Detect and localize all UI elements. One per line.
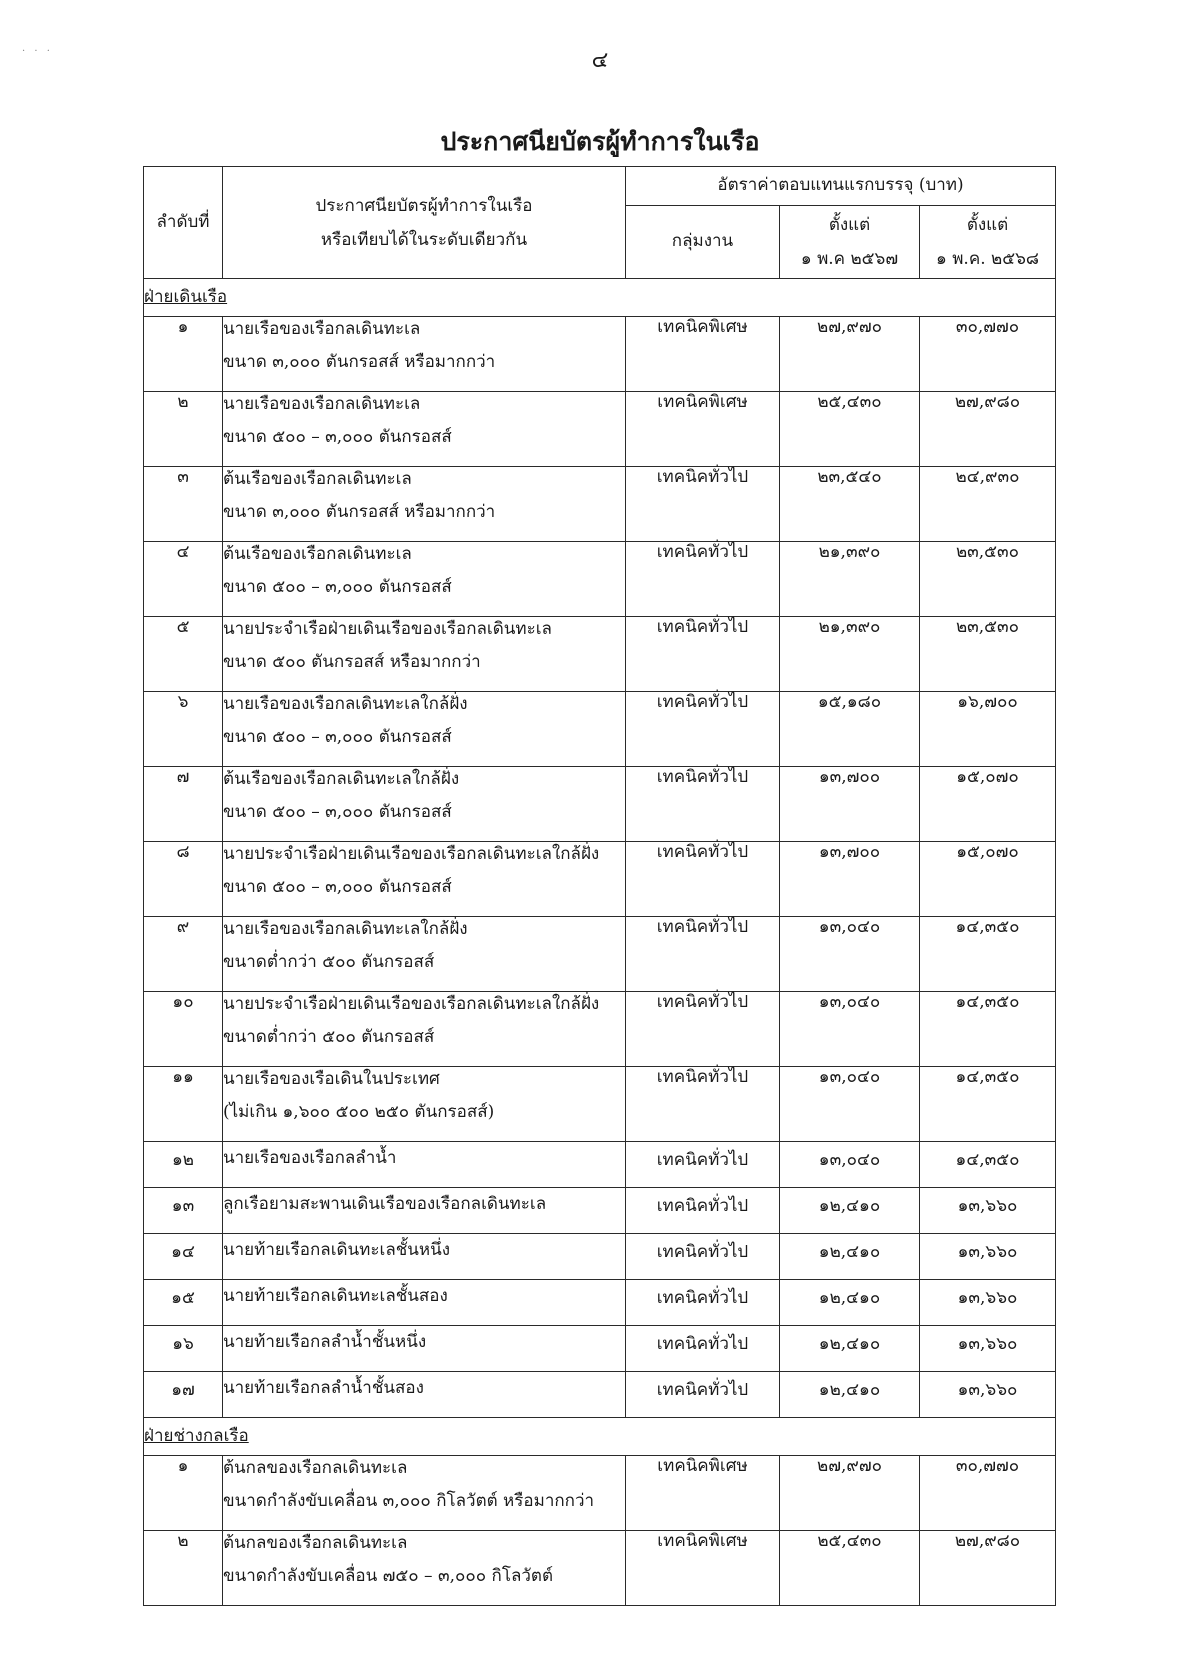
position-line: นายเรือของเรือกลเดินทะเล <box>223 394 421 414</box>
job-group: เทคนิคทั่วไป <box>626 692 780 767</box>
position-cell <box>223 617 626 692</box>
job-group: เทคนิคทั่วไป <box>626 467 780 542</box>
rate-2568: ๑๔,๓๕๐ <box>920 992 1056 1067</box>
position-line: ขนาด ๕๐๐ – ๓,๐๐๐ ตันกรอสส์ <box>223 877 452 897</box>
position-line: ต้นกลของเรือกลเดินทะเล <box>223 1533 408 1553</box>
position-line: ขนาด ๕๐๐ – ๓,๐๐๐ ตันกรอสส์ <box>223 427 452 447</box>
job-group: เทคนิคทั่วไป <box>626 542 780 617</box>
rate-2568: ๒๓,๕๓๐ <box>920 542 1056 617</box>
header-since-2567 <box>780 206 920 279</box>
header-group: กลุ่มงาน <box>626 206 780 279</box>
position-line: ต้นเรือของเรือกลเดินทะเลใกล้ฝั่ง <box>223 769 460 789</box>
job-group: เทคนิคพิเศษ <box>626 317 780 392</box>
position-line: ขนาดต่ำกว่า ๕๐๐ ตันกรอสส์ <box>223 952 435 972</box>
position-cell <box>223 1188 626 1234</box>
rate-2567: ๑๓,๗๐๐ <box>780 842 920 917</box>
rate-2567: ๒๗,๙๗๐ <box>780 317 920 392</box>
rate-2568: ๒๗,๙๘๐ <box>920 1531 1056 1606</box>
row-number: ๑ <box>144 1456 223 1531</box>
position-cell <box>223 842 626 917</box>
position-line: นายท้ายเรือกลลำน้ำชั้นสอง <box>223 1378 424 1398</box>
row-number: ๑๐ <box>144 992 223 1067</box>
certificate-rate-table <box>143 166 1056 1606</box>
table-row <box>144 1456 1056 1531</box>
rate-2567: ๒๓,๕๔๐ <box>780 467 920 542</box>
position-line: ขนาดกำลังขับเคลื่อน ๓,๐๐๐ กิโลวัตต์ หรือมากกว่า <box>223 1491 595 1511</box>
row-number: ๑๓ <box>144 1188 223 1234</box>
section-header <box>144 279 1056 317</box>
position-line: ขนาด ๕๐๐ – ๓,๐๐๐ ตันกรอสส์ <box>223 727 452 747</box>
section-header <box>144 1418 1056 1456</box>
section-title: ฝ่ายช่างกลเรือ <box>144 1418 1056 1456</box>
position-line: ขนาดต่ำกว่า ๕๐๐ ตันกรอสส์ <box>223 1027 435 1047</box>
rate-2567: ๒๗,๙๗๐ <box>780 1456 920 1531</box>
position-line: ต้นกลของเรือกลเดินทะเล <box>223 1458 408 1478</box>
position-line: นายเรือของเรือเดินในประเทศ <box>223 1069 440 1089</box>
rate-2568: ๑๓,๖๖๐ <box>920 1326 1056 1372</box>
rate-2568: ๒๔,๙๓๐ <box>920 467 1056 542</box>
row-number: ๔ <box>144 542 223 617</box>
job-group: เทคนิคทั่วไป <box>626 1372 780 1418</box>
row-number: ๙ <box>144 917 223 992</box>
table-row <box>144 1142 1056 1188</box>
rate-2567: ๒๑,๓๙๐ <box>780 542 920 617</box>
table-row <box>144 1067 1056 1142</box>
header-position-line1: ประกาศนียบัตรผู้ทำการในเรือ <box>315 195 533 216</box>
header-no: ลำดับที่ <box>144 167 223 279</box>
rate-2567: ๑๒,๔๑๐ <box>780 1372 920 1418</box>
row-number: ๒ <box>144 1531 223 1606</box>
rate-2568: ๑๕,๐๗๐ <box>920 842 1056 917</box>
position-cell <box>223 317 626 392</box>
job-group: เทคนิคพิเศษ <box>626 1531 780 1606</box>
position-cell <box>223 992 626 1067</box>
rate-2567: ๑๕,๑๘๐ <box>780 692 920 767</box>
row-number: ๑๔ <box>144 1234 223 1280</box>
position-line: นายท้ายเรือกลเดินทะเลชั้นหนึ่ง <box>223 1240 451 1260</box>
position-line: นายประจำเรือฝ่ายเดินเรือของเรือกลเดินทะเล <box>223 619 552 639</box>
header-rate: อัตราค่าตอบแทนแรกบรรจุ (บาท) <box>626 167 1056 206</box>
table-row <box>144 1234 1056 1280</box>
table-row <box>144 692 1056 767</box>
job-group: เทคนิคทั่วไป <box>626 1280 780 1326</box>
position-line: ขนาดกำลังขับเคลื่อน ๗๕๐ – ๓,๐๐๐ กิโลวัตต์ <box>223 1566 553 1586</box>
rate-2568: ๓๐,๗๗๐ <box>920 317 1056 392</box>
position-line: นายเรือของเรือกลเดินทะเลใกล้ฝั่ง <box>223 919 468 939</box>
row-number: ๘ <box>144 842 223 917</box>
header-since-2568-date: ๑ พ.ค. ๒๕๖๘ <box>936 249 1039 269</box>
header-since-2567-date: ๑ พ.ค ๒๕๖๗ <box>800 249 899 269</box>
header-since-2567-label: ตั้งแต่ <box>828 215 871 235</box>
position-line: ลูกเรือยามสะพานเดินเรือของเรือกลเดินทะเล <box>223 1194 547 1214</box>
row-number: ๑๑ <box>144 1067 223 1142</box>
job-group: เทคนิคทั่วไป <box>626 1067 780 1142</box>
position-line: ขนาด ๕๐๐ – ๓,๐๐๐ ตันกรอสส์ <box>223 577 452 597</box>
rate-2568: ๑๔,๓๕๐ <box>920 1142 1056 1188</box>
position-cell <box>223 1531 626 1606</box>
rate-2567: ๑๓,๐๔๐ <box>780 1142 920 1188</box>
job-group: เทคนิคทั่วไป <box>626 1142 780 1188</box>
rate-2568: ๑๓,๖๖๐ <box>920 1188 1056 1234</box>
job-group: เทคนิคทั่วไป <box>626 917 780 992</box>
job-group: เทคนิคทั่วไป <box>626 1234 780 1280</box>
position-cell <box>223 1280 626 1326</box>
rate-2567: ๒๕,๔๓๐ <box>780 1531 920 1606</box>
table-row <box>144 767 1056 842</box>
rate-2568: ๑๖,๗๐๐ <box>920 692 1056 767</box>
section-title: ฝ่ายเดินเรือ <box>144 279 1056 317</box>
position-cell <box>223 392 626 467</box>
table-row <box>144 1280 1056 1326</box>
position-line: นายท้ายเรือกลเดินทะเลชั้นสอง <box>223 1286 448 1306</box>
scan-artifact: · · · <box>22 46 53 57</box>
position-line: นายท้ายเรือกลลำน้ำชั้นหนึ่ง <box>223 1332 427 1352</box>
header-since-2568-label: ตั้งแต่ <box>966 215 1009 235</box>
rate-2568: ๑๔,๓๕๐ <box>920 917 1056 992</box>
table-row <box>144 1372 1056 1418</box>
rate-2567: ๑๒,๔๑๐ <box>780 1280 920 1326</box>
rate-2568: ๑๔,๓๕๐ <box>920 1067 1056 1142</box>
rate-2568: ๑๓,๖๖๐ <box>920 1372 1056 1418</box>
table-row <box>144 467 1056 542</box>
header-since-2568 <box>920 206 1056 279</box>
rate-2567: ๑๒,๔๑๐ <box>780 1326 920 1372</box>
position-line: (ไม่เกิน ๑,๖๐๐ ๕๐๐ ๒๕๐ ตันกรอสส์) <box>223 1102 495 1122</box>
table-row <box>144 842 1056 917</box>
table-row <box>144 317 1056 392</box>
job-group: เทคนิคทั่วไป <box>626 842 780 917</box>
rate-2567: ๑๓,๗๐๐ <box>780 767 920 842</box>
position-line: ขนาด ๓,๐๐๐ ตันกรอสส์ หรือมากกว่า <box>223 502 496 522</box>
position-line: ต้นเรือของเรือกลเดินทะเล <box>223 469 412 489</box>
job-group: เทคนิคทั่วไป <box>626 992 780 1067</box>
position-cell <box>223 467 626 542</box>
rate-2567: ๒๕,๔๓๐ <box>780 392 920 467</box>
position-line: นายประจำเรือฝ่ายเดินเรือของเรือกลเดินทะเลใกล้ฝั่ง <box>223 994 600 1014</box>
rate-2568: ๑๓,๖๖๐ <box>920 1280 1056 1326</box>
rate-2568: ๒๗,๙๘๐ <box>920 392 1056 467</box>
rate-2568: ๒๓,๕๓๐ <box>920 617 1056 692</box>
position-line: ขนาด ๕๐๐ ตันกรอสส์ หรือมากกว่า <box>223 652 481 672</box>
job-group: เทคนิคทั่วไป <box>626 1188 780 1234</box>
position-cell <box>223 542 626 617</box>
table-row <box>144 992 1056 1067</box>
position-line: ต้นเรือของเรือกลเดินทะเล <box>223 544 412 564</box>
rate-2567: ๑๓,๐๔๐ <box>780 992 920 1067</box>
rate-2567: ๑๓,๐๔๐ <box>780 1067 920 1142</box>
rate-2568: ๑๕,๐๗๐ <box>920 767 1056 842</box>
table-row <box>144 392 1056 467</box>
header-position-line2: หรือเทียบได้ในระดับเดียวกัน <box>320 229 528 250</box>
job-group: เทคนิคทั่วไป <box>626 767 780 842</box>
page-number: ๔ <box>591 48 609 73</box>
rate-2568: ๓๐,๗๗๐ <box>920 1456 1056 1531</box>
row-number: ๑ <box>144 317 223 392</box>
rate-2568: ๑๓,๖๖๐ <box>920 1234 1056 1280</box>
row-number: ๑๕ <box>144 1280 223 1326</box>
header-position <box>223 167 626 279</box>
job-group: เทคนิคทั่วไป <box>626 617 780 692</box>
position-cell <box>223 917 626 992</box>
row-number: ๖ <box>144 692 223 767</box>
row-number: ๑๒ <box>144 1142 223 1188</box>
page-title: ประกาศนียบัตรผู้ทำการในเรือ <box>440 127 760 156</box>
row-number: ๓ <box>144 467 223 542</box>
position-cell <box>223 1142 626 1188</box>
table-body <box>144 279 1056 1606</box>
position-line: นายเรือของเรือกลเดินทะเล <box>223 319 421 339</box>
table-row <box>144 1188 1056 1234</box>
row-number: ๗ <box>144 767 223 842</box>
position-cell <box>223 1067 626 1142</box>
position-cell <box>223 1456 626 1531</box>
position-cell <box>223 1326 626 1372</box>
position-line: นายประจำเรือฝ่ายเดินเรือของเรือกลเดินทะเลใกล้ฝั่ง <box>223 844 600 864</box>
row-number: ๕ <box>144 617 223 692</box>
position-cell <box>223 1234 626 1280</box>
position-line: นายเรือของเรือกลลำน้ำ <box>223 1148 397 1168</box>
rate-2567: ๒๑,๓๙๐ <box>780 617 920 692</box>
position-cell <box>223 692 626 767</box>
table-row <box>144 617 1056 692</box>
table-row <box>144 917 1056 992</box>
position-line: ขนาด ๕๐๐ – ๓,๐๐๐ ตันกรอสส์ <box>223 802 452 822</box>
rate-2567: ๑๒,๔๑๐ <box>780 1234 920 1280</box>
position-cell <box>223 1372 626 1418</box>
table-row <box>144 1531 1056 1606</box>
rate-2567: ๑๒,๔๑๐ <box>780 1188 920 1234</box>
job-group: เทคนิคพิเศษ <box>626 392 780 467</box>
position-cell <box>223 767 626 842</box>
job-group: เทคนิคทั่วไป <box>626 1326 780 1372</box>
row-number: ๑๗ <box>144 1372 223 1418</box>
row-number: ๒ <box>144 392 223 467</box>
job-group: เทคนิคพิเศษ <box>626 1456 780 1531</box>
rate-2567: ๑๓,๐๔๐ <box>780 917 920 992</box>
table-row <box>144 1326 1056 1372</box>
position-line: นายเรือของเรือกลเดินทะเลใกล้ฝั่ง <box>223 694 468 714</box>
row-number: ๑๖ <box>144 1326 223 1372</box>
position-line: ขนาด ๓,๐๐๐ ตันกรอสส์ หรือมากกว่า <box>223 352 496 372</box>
table-row <box>144 542 1056 617</box>
